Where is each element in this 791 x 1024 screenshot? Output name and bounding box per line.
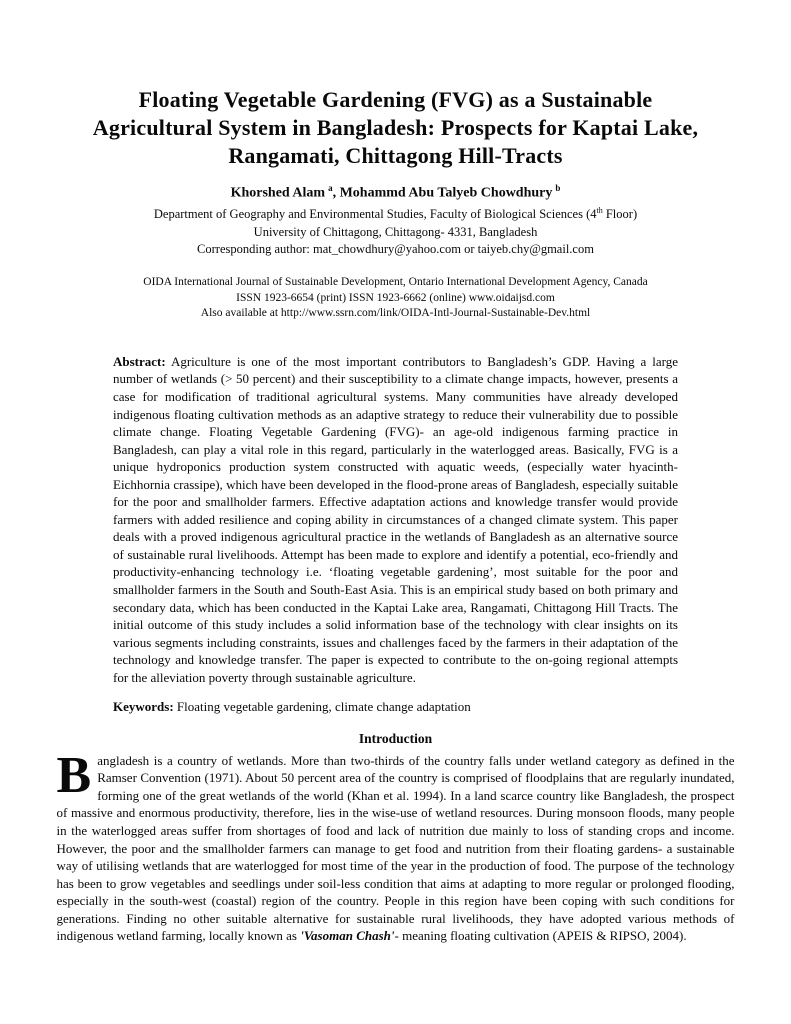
keywords-line [113,698,678,716]
journal-name-line: OIDA International Journal of Sustainable Development, Ontario International Development Agency, Canada [143,276,648,289]
corresponding-author-line: Corresponding author: mat_chowdhury@yahoo.com or taiyeb.chy@gmail.com [197,241,594,256]
affiliation-university: University of Chittagong, Chittagong- 4331, Bangladesh [253,224,538,239]
introduction-paragraph [56,746,735,945]
introduction-text-2: - meaning floating cultivation (APEIS & RIPSO, 2004). [394,928,687,944]
affiliation-department-text: Department of Geography and Environmental Studies, Faculty of Biological Sciences (4 [153,207,597,222]
affiliation-block [0,205,791,258]
journal-issn-line: ISSN 1923-6654 (print) ISSN 1923-6662 (online) www.oidaijsd.com [236,291,555,304]
drop-cap: B [56,746,92,804]
journal-availability-line: Also available at http://www.ssrn.com/link/OIDA-Intl-Journal-Sustainable-Dev.html [200,307,591,320]
paper-title: Floating Vegetable Gardening (FVG) as a Sustainable Agricultural System in Bangladesh: Prospects for Kaptai Lake, Rangamati, Chittagong Hill-Tracts [92,87,699,169]
journal-info-block [0,275,791,322]
abstract-paragraph [113,353,678,686]
keywords-text: Floating vegetable gardening, climate change adaptation [173,699,471,715]
authors-separator: , [332,186,340,202]
affiliation-department [0,205,791,223]
author-2-name: Mohammd Abu Talyeb Chowdhury [339,186,553,202]
affiliation-department-tail: Floor) [602,207,638,222]
author-1-name: Khorshed Alam [230,186,326,202]
authors-line [0,183,791,202]
introduction-heading: Introduction [358,730,433,746]
abstract-text: Agriculture is one of the most important contributors to Bangladesh’s GDP. Having a large number of wetlands (> 50 percent) and their susceptibility to a climate change impacts, however, presents a case for modification of traditional agricultural systems. Many communities have already developed indigenous floating cultivation methods as an adaptive strategy to reduce their vulnerability due to possible climate change. Floating Vegetable Gardening (FVG)- an age-old indigenous farming practice in Bangladesh, can play a vital role in this regard, particularly in the waterlogged areas. Basically, FVG is a unique hydroponics production system constructed with aquatic weeds, (especially water hyacinth- Eichhornia crassipe), which have been developed in the flood-prone areas of Bangladesh, especially suitable for the poor and smallholder farmers. Effective adaptation actions and knowledge transfer would provide farmers with added resilience and coping ability in circumstances of a changed climate system. This paper deals with a proved indigenous agricultural practice in the wetlands of Bangladesh as an alternative source of sustainable rural livelihoods. Attempt has been made to explore and identify a potential, eco-friendly and productivity-enhancing technology i.e. ‘floating vegetable gardening’, most suitable for the poor and smallholder farmers in the South and South-East Asia. This is an empirical study based on both primary and secondary data, which has been conducted in the Kaptai Lake area, Rangamati, Chittagong Hill Tracts. The initial outcome of this study includes a solid information base of the technology with clear insights on its various segments including constraints, issues and challenges faced by the farmers in their adaptation of the technology and knowledge transfer. The paper is expected to contribute to the on-going regional attempts for the alleviation poverty through sustainable agriculture. [113,353,678,685]
author-2-superscript: b [555,183,561,194]
abstract-label: Abstract: [113,353,166,369]
ordinal-superscript: th [596,206,603,216]
author-1-superscript: a [328,183,333,194]
keywords-label: Keywords: [113,699,174,715]
vasoman-chash-emphasis: 'Vasoman Chash' [300,928,395,944]
introduction-text-1: angladesh is a country of wetlands. More than two-thirds of the country falls under wetland category as defined in the Ramser Convention (1971). About 50 percent area of the country is comprised of floodplains that are regularly inundated, forming one of the great wetlands of the world (Khan et al. 1994). In a land scarce country like Bangladesh, the prospect of massive and enormous productivity, therefore, lies in the wise-use of wetland resources. During monsoon floods, many people in the waterlogged areas suffer from shortages of food and lack of nutrition due mainly to loss of standing crops and income. However, the poor and the smallholder farmers can manage to get food and nutrition from their floating gardens- a sustainable way of utilising wetlands that are waterlogged for most time of the year in the production of food. The purpose of the technology has been to grow vegetables and seedlings under soil-less condition that aims at adapting to more regular or prolonged flooding, especially in the south-west (coastal) region of the country. People in this region have been coping with such conditions for generations. Finding no other suitable alternative for sustainable rural livelihoods, they have adopted various methods of indigenous wetland farming, locally known as [56,752,735,944]
